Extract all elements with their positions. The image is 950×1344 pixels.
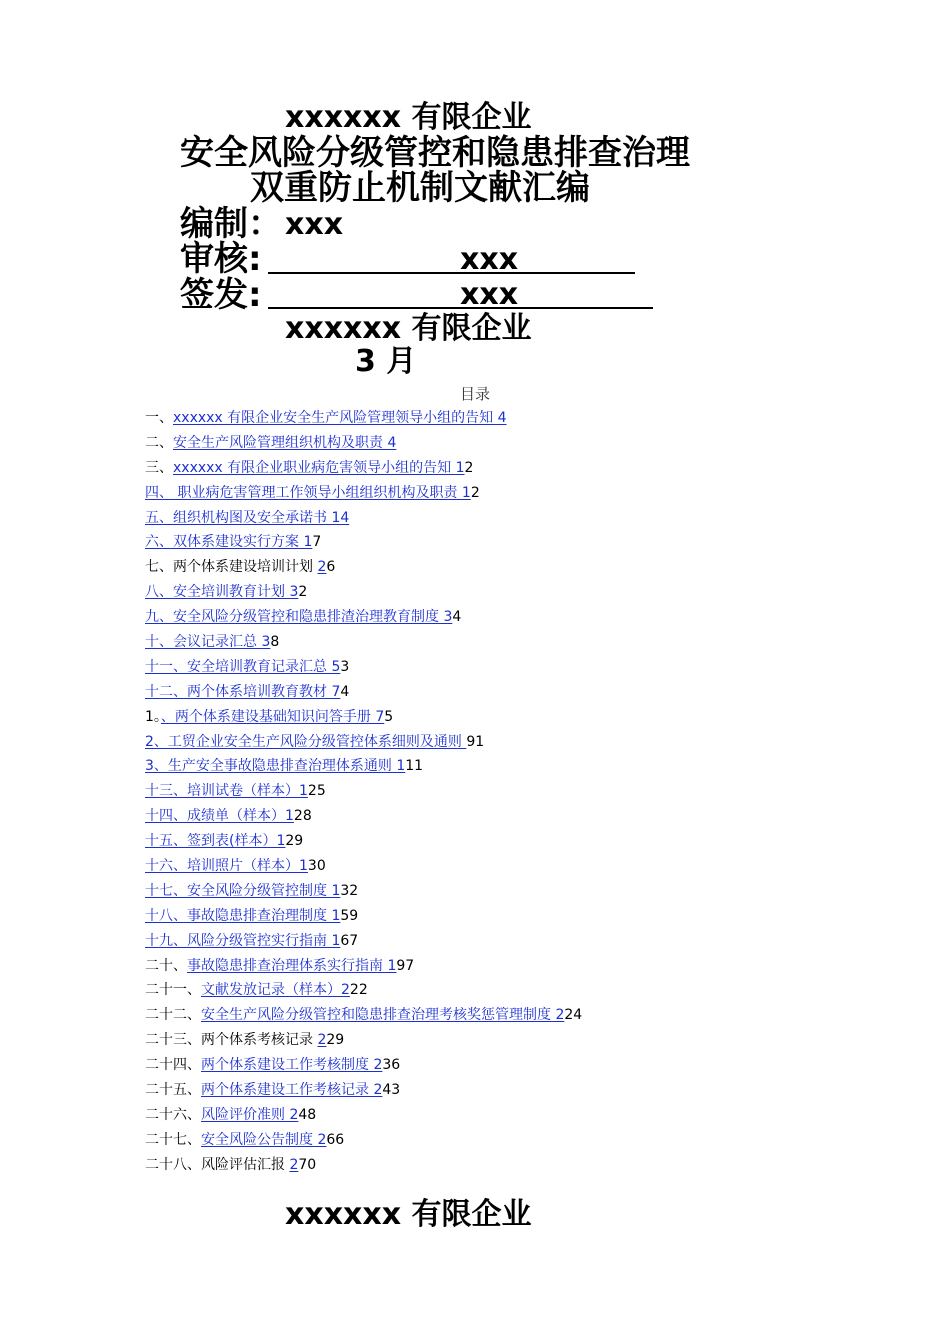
- toc-entry-prefix: 一、: [145, 410, 173, 426]
- toc-entry[interactable]: [145, 856, 935, 881]
- toc-entry-link[interactable]: 九、安全风险分级管控和隐患排渣治理教育制度 3: [145, 609, 453, 626]
- toc-entry-prefix: 二十二、: [145, 1007, 201, 1024]
- toc-entry-link[interactable]: 十二、两个体系培训教育教材 7: [145, 683, 341, 700]
- toc-entry-page: 11: [405, 758, 424, 775]
- toc-entry[interactable]: [145, 1105, 935, 1130]
- toc-entry-link[interactable]: 十三、培训试卷（样本）1: [145, 783, 308, 800]
- toc-entry-link[interactable]: 六、双体系建设实行方案 1: [145, 534, 313, 551]
- toc-entry-prefix: 七、两个体系建设培训计划: [145, 559, 318, 576]
- issuer-value: xxx: [460, 277, 519, 312]
- toc-entry-link[interactable]: 2: [317, 1032, 327, 1049]
- document-title-line2: 双重防止机制文献汇编: [250, 168, 590, 208]
- toc-entry-link[interactable]: 十一、安全培训教育记录汇总 5: [145, 658, 341, 675]
- toc-entry-link[interactable]: 事故隐患排查治理体系实行指南 1: [187, 957, 397, 974]
- toc-entry[interactable]: [145, 732, 935, 757]
- toc-entry-link[interactable]: 3、生产安全事故隐患排查治理体系通则 1: [145, 758, 406, 775]
- toc-entry-page: 29: [326, 1032, 345, 1049]
- toc-entry-page: 2: [298, 584, 308, 601]
- toc-entry-link[interactable]: 两个体系建设工作考核制度 2: [201, 1057, 383, 1074]
- toc-entry-link[interactable]: 十四、成绩单（样本）1: [145, 808, 294, 825]
- toc-entry-prefix: 二十三、两个体系考核记录: [145, 1032, 318, 1049]
- toc-entry[interactable]: [145, 931, 935, 956]
- toc-entry-page: 8: [270, 634, 280, 651]
- toc-entry[interactable]: [145, 956, 935, 981]
- toc-entry-link[interactable]: 安全风险公告制度 2: [201, 1131, 327, 1148]
- toc-entry-link[interactable]: 风险评价准则 2: [201, 1106, 299, 1123]
- toc-entry[interactable]: [145, 980, 935, 1005]
- toc-entry-link[interactable]: 文献发放记录（样本）2: [201, 982, 350, 999]
- toc-entry[interactable]: [145, 1130, 935, 1155]
- toc-entry-page: 32: [340, 882, 359, 899]
- toc-entry-link[interactable]: 2、工贸企业安全生产风险分级管控体系细则及通则: [145, 733, 467, 750]
- toc-entry-page: 2: [464, 459, 474, 476]
- toc-entry[interactable]: [145, 1080, 935, 1105]
- toc-entry[interactable]: [145, 831, 935, 856]
- toc-entry-page: 36: [382, 1057, 401, 1074]
- toc-entry-prefix: 二十七、: [145, 1131, 201, 1148]
- toc-entry[interactable]: [145, 582, 935, 607]
- toc-entry-prefix: 二十八、风险评估汇报: [145, 1156, 290, 1173]
- toc-entry-link[interactable]: 十八、事故隐患排查治理制度 1: [145, 907, 341, 924]
- toc-title: 目录: [460, 385, 491, 403]
- toc-entry-prefix: 二、: [145, 434, 173, 451]
- toc-entry[interactable]: [145, 1030, 935, 1055]
- toc-entry-link[interactable]: 2: [317, 559, 327, 576]
- toc-entry-link[interactable]: 两个体系建设工作考核记录 2: [201, 1082, 383, 1099]
- toc-entry[interactable]: [145, 607, 935, 632]
- toc-entry-page: 5: [384, 708, 394, 725]
- toc-entry-link[interactable]: 十五、签到表(样本）1: [145, 833, 286, 850]
- toc-entry-page: 29: [285, 833, 304, 850]
- toc-entry[interactable]: [145, 532, 935, 557]
- toc-entry-prefix: 三、: [145, 459, 173, 476]
- toc-entry-page: 30: [307, 858, 326, 875]
- toc-entry-page: 43: [382, 1082, 401, 1099]
- toc-entry-link[interactable]: 安全生产风险管理组织机构及职责 4: [173, 434, 397, 451]
- toc-entry-page: 67: [340, 932, 359, 949]
- toc-entry-page: 6: [326, 559, 336, 576]
- toc-entry-link[interactable]: 十九、风险分级管控实行指南 1: [145, 932, 341, 949]
- toc-entry-link[interactable]: 十六、培训照片（样本）1: [145, 858, 308, 875]
- issuer-label: 签发:: [180, 275, 262, 315]
- toc-entry-page: 59: [340, 907, 359, 924]
- toc-entry-page: 4: [340, 683, 350, 700]
- footer-company-name: xxxxxx 有限企业: [285, 1197, 532, 1232]
- toc-entry-link[interactable]: 五、组织机构图及安全承诺书 14: [145, 509, 350, 526]
- toc-entry[interactable]: [145, 806, 935, 831]
- toc-entry[interactable]: [145, 781, 935, 806]
- reviewer-value: xxx: [460, 242, 519, 277]
- toc-entry-link[interactable]: xxxxxx 有限企业安全生产风险管理领导小组的告知 4: [173, 410, 507, 426]
- toc-entry-prefix: 二十六、: [145, 1106, 201, 1123]
- toc-entry-page: 28: [293, 808, 312, 825]
- toc-entry-prefix: 二十四、: [145, 1057, 201, 1074]
- toc-entry[interactable]: [145, 1155, 935, 1180]
- toc-entry-page: 66: [326, 1131, 345, 1148]
- toc-entry[interactable]: [145, 1055, 935, 1080]
- toc-entry[interactable]: [145, 657, 935, 682]
- compiler-label: 编制：: [180, 204, 282, 244]
- toc-entry-link[interactable]: 四、 职业病危害管理工作领导小组组织机构及职责 1: [145, 484, 471, 501]
- toc-entry-link[interactable]: 安全生产风险分级管控和隐患排查治理考核奖惩管理制度 2: [201, 1007, 565, 1024]
- issue-month: 3 月: [355, 344, 417, 379]
- toc-entry-page: 97: [396, 957, 415, 974]
- toc-entry-page: 25: [307, 783, 326, 800]
- toc-entry[interactable]: [145, 433, 935, 458]
- toc-entry[interactable]: [145, 906, 935, 931]
- toc-entry-link[interactable]: 十、会议记录汇总 3: [145, 634, 271, 651]
- document-title-line1: 安全风险分级管控和隐患排查治理: [180, 133, 690, 173]
- toc-entry-link[interactable]: xxxxxx 有限企业职业病危害领导小组的告知 1: [173, 459, 465, 476]
- toc-entry-link[interactable]: 、两个体系建设基础知识问答手册 7: [160, 708, 385, 725]
- toc-entry-link[interactable]: 2: [289, 1156, 299, 1173]
- toc-entry[interactable]: [145, 557, 935, 582]
- toc-entry[interactable]: [145, 508, 935, 533]
- toc-entry-page: 24: [564, 1007, 583, 1024]
- toc-entry-prefix: 1。: [145, 708, 161, 725]
- company-name: xxxxxx 有限企业: [285, 100, 532, 135]
- toc-entry[interactable]: [145, 707, 935, 732]
- toc-entry[interactable]: [145, 408, 935, 433]
- toc-entry[interactable]: [145, 1005, 935, 1030]
- toc-entry[interactable]: [145, 682, 935, 707]
- toc-entry[interactable]: [145, 881, 935, 906]
- reviewer-label: 审核:: [180, 239, 262, 279]
- toc-entry[interactable]: [145, 756, 935, 781]
- toc-entry-prefix: 二十、: [145, 957, 187, 974]
- toc-entry-prefix: 二十一、: [145, 982, 201, 999]
- toc-entry[interactable]: [145, 483, 935, 508]
- company-name-repeat: xxxxxx 有限企业: [285, 311, 532, 346]
- compiler-value: xxx: [285, 207, 344, 242]
- toc-entry-link[interactable]: 十七、安全风险分级管控制度 1: [145, 882, 341, 899]
- toc-entry-page: 70: [298, 1156, 317, 1173]
- table-of-contents: [145, 408, 935, 1180]
- toc-entry-page: 4: [452, 609, 462, 626]
- toc-entry-prefix: 二十五、: [145, 1082, 201, 1099]
- toc-entry[interactable]: [145, 632, 935, 657]
- toc-entry-page: 7: [312, 534, 322, 551]
- reviewer-underline: [268, 272, 635, 274]
- toc-entry[interactable]: [145, 458, 935, 483]
- toc-entry-page: 3: [340, 658, 350, 675]
- toc-entry-page: 91: [466, 733, 485, 750]
- toc-entry-page: 22: [349, 982, 368, 999]
- toc-entry-page: 48: [298, 1106, 317, 1123]
- toc-entry-link[interactable]: 八、安全培训教育计划 3: [145, 584, 299, 601]
- toc-entry-page: 2: [470, 484, 480, 501]
